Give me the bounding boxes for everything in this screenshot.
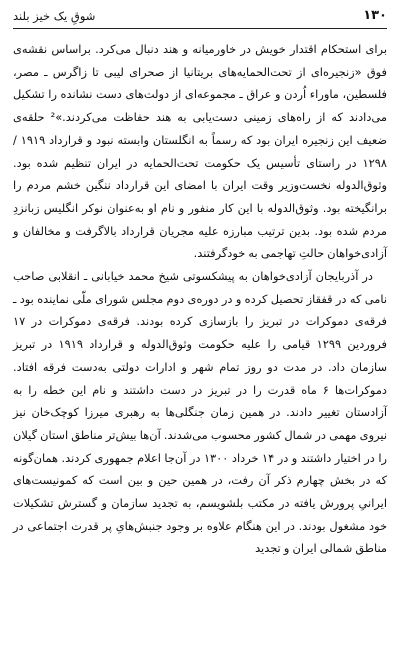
page-number: ۱۳۰ <box>363 8 387 23</box>
running-head <box>13 6 387 26</box>
paragraph: در آذربایجان آزادی‌خواهان به پیشکسوتی شیخ محمد خیابانی ـ انقلابی صاحب نامی که در قفقاز تحصیل کرده و در دوره‌ی دوم مجلس شورای ملّی نماینده بود ـ فرقه‌ی دموکرات در تبریز را بازسازی کرده بودند. فرقه‌ی دموکرات در ۱۷ فروردین ۱۲۹۹ قیامی را علیه حکومت وثوق‌الدوله و قرارداد ۱۹۱۹ در تبریز سازمان داد. در مدت دو روز تمام شهر و ادارات دولتی به‌دست فرقه افتاد. دموکرات‌ها ۶ ماه قدرت را در تبریز در دست داشتند و نام این خطه را به آزادستان تغییر دادند. در همین زمان جنگلی‌ها به رهبری میرزا کوچک‌خان نیز نیروی مهمی در شمال کشور محسوب می‌شدند. آن‌ها بیش‌تر مناطق استان گیلان را در اختیار داشتند و در ۱۴ خرداد ۱۳۰۰ در آن‌جا اعلام جمهوری کردند. همان‌گونه که در بخش چهارم ذکر آن رفت، در همین حین و بین است که کمونیست‌های ایرانیِ پرورش یافته در مکتب بلشویسم، به تجدید سازمان و گسترش تشکیلات خود مشغول بودند. در این هنگام علاوه بر وجود جنبش‌هایِ پر قدرت اجتماعی در مناطق شمالی ایران و تجدید <box>13 269 388 556</box>
book-title: شوقِ یک خیز بلند <box>13 9 96 23</box>
paragraph: برای استحکام اقتدار خویش در خاورمیانه و هند دنبال می‌کرد. براساس نقشه‌ی فوق «زنجیره‌ای از تحت‌الحمایه‌های بریتانیا از صحرای لیبی تا زاگرس ـ مصر، فلسطین، ماوراء اُردن و عراق ـ مجموعه‌ای از دولت‌های دست نشانده را تشکیل می‌دادند که از راه‌های زمینی دست‌یابی به هند حفاظت می‌کردند.»² حلقه‌ی ضعیف این زنجیره ایران بود که رسماً به انگلستان وابسته نبود و قرارداد ۱۹۱۹ / ۱۲۹۸ در راستای تأسیس یک حکومت تحت‌الحمایه در ایران تنظیم شده بود. وثوق‌الدوله نخست‌وزیر وقت ایران با امضای این قرارداد ننگین خشم مردم را برانگیخته بود. وثوق‌الدوله با این کار منفور و نام او به‌عنوان نوکر انگلیس زبانزدِ مردم شده بود. بدین ترتیب مبارزه علیه مجریان قرارداد بالاگرفت و مخالفان و آزادی‌خواهان حالتِ تهاجمی به خودگرفتند. <box>13 42 388 261</box>
header-rule <box>13 28 387 29</box>
body-text <box>13 38 387 560</box>
